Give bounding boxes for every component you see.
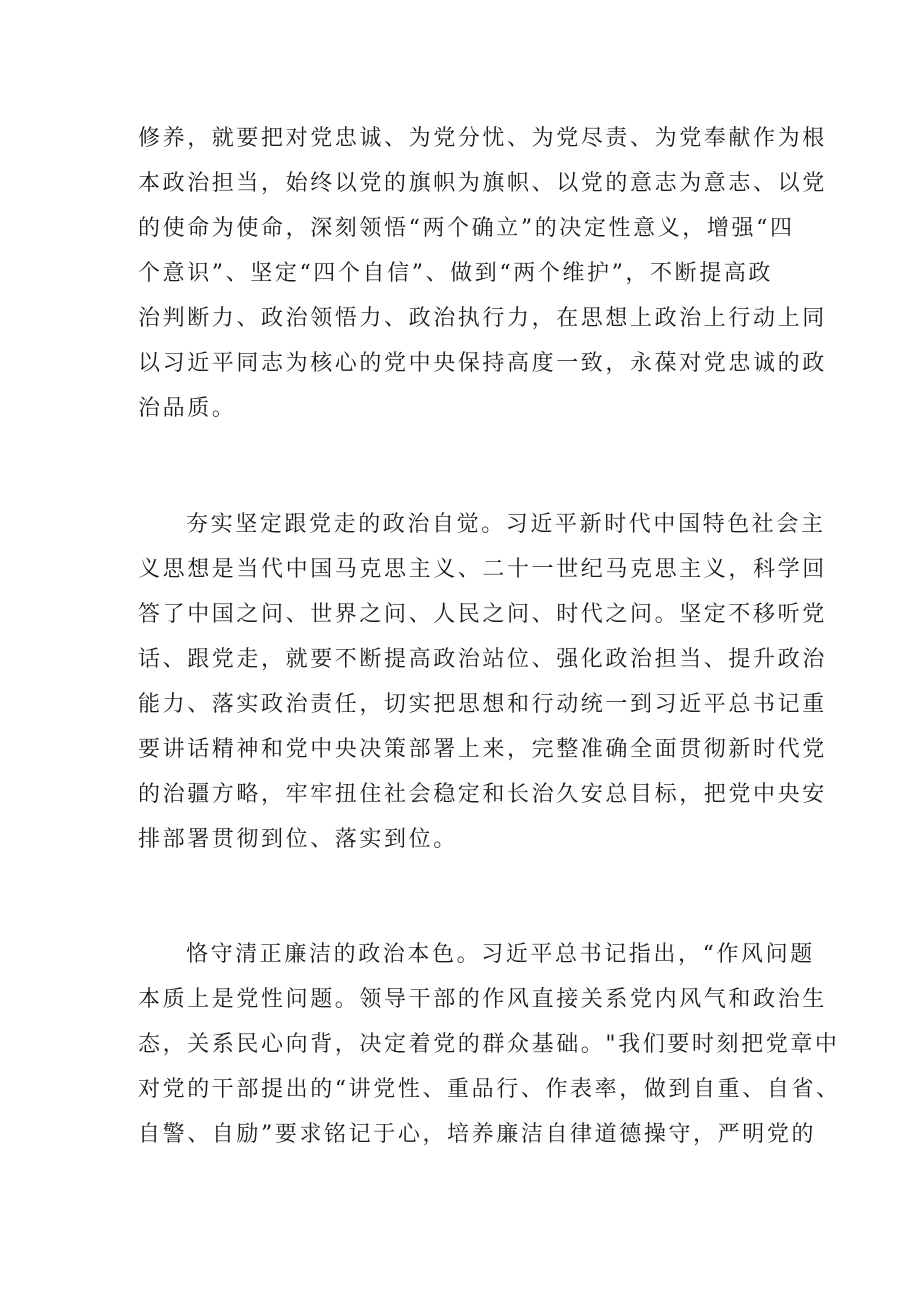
text-line: 本政治担当，始终以党的旗帜为旗帜、以党的意志为意志、以党 <box>138 171 827 196</box>
text-line: 个意识”、坚定“四个自信”、做到“两个维护”，不断提高政 <box>138 261 774 286</box>
text-line: 能力、落实政治责任，切实把思想和行动统一到习近平总书记重 <box>138 692 827 717</box>
paragraph-integrity <box>138 932 841 1157</box>
paragraph-political-loyalty <box>138 116 827 431</box>
paragraph-political-consciousness <box>138 502 827 862</box>
text-line: 治判断力、政治领悟力、政治执行力，在思想上政治上行动上同 <box>138 306 827 331</box>
text-line: 自警、自励”要求铭记于心，培养廉洁自律道德操守，严明党的 <box>138 1122 817 1147</box>
text-line: 态，关系民心向背，决定着党的群众基础。"我们要时刻把党章中 <box>138 1032 840 1057</box>
text-line: 本质上是党性问题。领导干部的作风直接关系党内风气和政治生 <box>138 987 827 1012</box>
text-line: 义思想是当代中国马克思主义、二十一世纪马克思主义，科学回 <box>138 557 827 582</box>
text-line: 要讲话精神和党中央决策部署上来，完整准确全面贯彻新时代党 <box>138 737 827 762</box>
text-line: 对党的干部提出的“讲党性、重品行、作表率，做到自重、自省、 <box>138 1077 841 1102</box>
text-line: 修养，就要把对党忠诚、为党分忧、为党尽责、为党奉献作为根 <box>138 126 827 151</box>
text-line: 答了中国之问、世界之问、人民之问、时代之问。坚定不移听党 <box>138 602 827 627</box>
text-line: 的使命为使命，深刻领悟“两个确立”的决定性意义，增强“四 <box>138 216 795 241</box>
text-line: 以习近平同志为核心的党中央保持高度一致，永葆对党忠诚的政 <box>138 351 827 376</box>
text-line: 治品质。 <box>138 396 237 421</box>
text-line: 的治疆方略，牢牢扭住社会稳定和长治久安总目标，把党中央安 <box>138 782 827 807</box>
text-line: 夯实坚定跟党走的政治自觉。习近平新时代中国特色社会主 <box>186 512 826 537</box>
text-line: 话、跟党走，就要不断提高政治站位、强化政治担当、提升政治 <box>138 647 827 672</box>
text-line: 排部署贯彻到位、落实到位。 <box>138 827 458 852</box>
text-line: 恪守清正廉洁的政治本色。习近平总书记指出，“作风问题 <box>186 942 815 967</box>
